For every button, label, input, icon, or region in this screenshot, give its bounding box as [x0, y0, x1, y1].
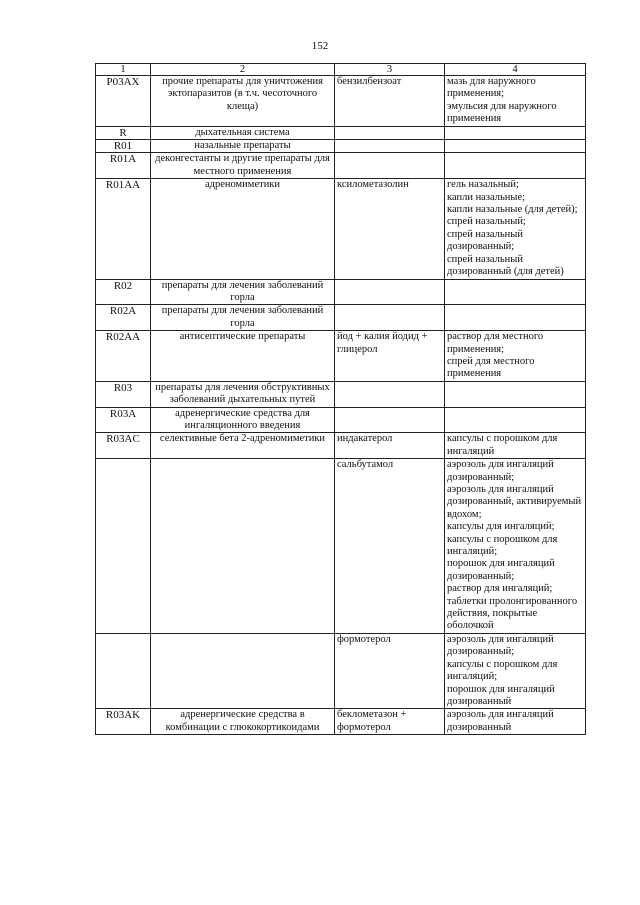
dosage-forms-cell — [445, 381, 586, 407]
table-row — [96, 381, 586, 407]
atc-code-cell: R03AK — [96, 709, 151, 735]
group-name-cell: препараты для лечения заболеваний горла — [151, 279, 335, 305]
group-name-cell: антисептические препараты — [151, 331, 335, 382]
table-row — [96, 709, 586, 735]
dosage-form-item: капсулы с порошком для ингаляций — [447, 433, 558, 457]
atc-code-cell: R01 — [96, 140, 151, 153]
dosage-form-item: аэрозоль для ингаляций дозированный — [447, 709, 554, 733]
drug-name-cell — [335, 381, 445, 407]
drug-name-cell — [335, 140, 445, 153]
table-row — [96, 126, 586, 139]
dosage-form-item: порошок для ингаляций дозированный; — [447, 558, 555, 582]
dosage-form-item: таблетки пролонгированного действия, покрытые оболочкой — [447, 595, 578, 632]
drug-name-cell: беклометазон + формотерол — [335, 709, 445, 735]
dosage-forms-cell — [445, 633, 586, 708]
table-row — [96, 407, 586, 433]
dosage-forms-cell — [445, 126, 586, 139]
table-row — [96, 331, 586, 382]
atc-code-cell — [96, 459, 151, 634]
dosage-forms-cell — [445, 709, 586, 735]
group-name-cell: назальные препараты — [151, 140, 335, 153]
dosage-form-item: порошок для ингаляций дозированный — [447, 683, 555, 707]
dosage-forms-cell — [445, 179, 586, 279]
atc-code-cell: R03 — [96, 381, 151, 407]
group-name-cell: препараты для лечения заболеваний горла — [151, 305, 335, 331]
dosage-forms-cell — [445, 76, 586, 127]
dosage-forms-cell — [445, 407, 586, 433]
drug-table — [95, 63, 586, 735]
table-row — [96, 153, 586, 179]
table-row — [96, 433, 586, 459]
drug-name-cell: йод + калия йодид + глицерол — [335, 331, 445, 382]
table-row — [96, 633, 586, 708]
column-header-4: 4 — [445, 64, 586, 76]
dosage-forms-cell — [445, 153, 586, 179]
group-name-cell: адренергические средства в комбинации с глюкокортикоидами — [151, 709, 335, 735]
atc-code-cell: R02A — [96, 305, 151, 331]
group-name-cell: препараты для лечения обструктивных заболеваний дыхательных путей — [151, 381, 335, 407]
atc-code-cell: R01AA — [96, 179, 151, 279]
dosage-forms-cell — [445, 279, 586, 305]
dosage-form-item: спрей назальный дозированный; — [447, 228, 523, 253]
atc-code-cell: R03AC — [96, 433, 151, 459]
header-row — [96, 64, 586, 76]
dosage-forms-cell — [445, 140, 586, 153]
drug-name-cell: бензилбензоат — [335, 76, 445, 127]
group-name-cell: селективные бета 2-адреномиметики — [151, 433, 335, 459]
group-name-cell: адренергические средства для ингаляционного введения — [151, 407, 335, 433]
dosage-form-item: капсулы для ингаляций; — [447, 521, 555, 533]
atc-code-cell: P03AX — [96, 76, 151, 127]
drug-name-cell: ксилометазолин — [335, 179, 445, 279]
drug-name-cell: индакатерол — [335, 433, 445, 459]
drug-name-cell — [335, 153, 445, 179]
group-name-cell: деконгестанты и другие препараты для местного применения — [151, 153, 335, 179]
dosage-form-item: капсулы с порошком для ингаляций; — [447, 658, 558, 683]
table-row — [96, 305, 586, 331]
dosage-forms-cell — [445, 305, 586, 331]
dosage-forms-cell — [445, 331, 586, 382]
column-header-2: 2 — [151, 64, 335, 76]
drug-name-cell: формотерол — [335, 633, 445, 708]
dosage-form-item: спрей назальный дозированный (для детей) — [447, 253, 564, 278]
drug-name-cell — [335, 279, 445, 305]
table-row — [96, 140, 586, 153]
dosage-form-item: спрей назальный; — [447, 216, 526, 228]
dosage-form-item: эмульсия для наружного применения — [447, 100, 557, 125]
atc-code-cell: R03A — [96, 407, 151, 433]
group-name-cell: дыхательная система — [151, 126, 335, 139]
atc-code-cell — [96, 633, 151, 708]
dosage-form-item: аэрозоль для ингаляций дозированный, активируемый вдохом; — [447, 484, 582, 520]
page-number: 152 — [311, 40, 329, 52]
atc-code-cell: R02 — [96, 279, 151, 305]
table-row — [96, 279, 586, 305]
dosage-form-item: раствор для местного применения; — [447, 331, 544, 355]
dosage-form-item: гель назальный; — [447, 179, 519, 191]
dosage-form-item: аэрозоль для ингаляций дозированный; — [447, 633, 554, 658]
drug-name-cell — [335, 305, 445, 331]
dosage-form-item: спрей для местного применения — [447, 355, 535, 380]
table-row — [96, 459, 586, 634]
dosage-form-item: капли назальные; — [447, 191, 526, 203]
dosage-form-item: капли назальные (для детей); — [447, 204, 578, 216]
dosage-form-item: капсулы с порошком для ингаляций; — [447, 533, 558, 558]
drug-name-cell — [335, 407, 445, 433]
dosage-form-item: мазь для наружного применения; — [447, 76, 536, 100]
dosage-form-item: раствор для ингаляций; — [447, 583, 553, 595]
table-row — [96, 179, 586, 279]
dosage-forms-cell — [445, 433, 586, 459]
table-row — [96, 76, 586, 127]
group-name-cell — [151, 459, 335, 634]
dosage-forms-cell — [445, 459, 586, 634]
group-name-cell: адреномиметики — [151, 179, 335, 279]
atc-code-cell: R — [96, 126, 151, 139]
drug-name-cell: сальбутамол — [335, 459, 445, 634]
dosage-form-item: аэрозоль для ингаляций дозированный; — [447, 459, 554, 483]
group-name-cell: прочие препараты для уничтожения эктопаразитов (в т.ч. чесоточного клеща) — [151, 76, 335, 127]
group-name-cell — [151, 633, 335, 708]
atc-code-cell: R02AA — [96, 331, 151, 382]
atc-code-cell: R01A — [96, 153, 151, 179]
drug-name-cell — [335, 126, 445, 139]
column-header-3: 3 — [335, 64, 445, 76]
column-header-1: 1 — [96, 64, 151, 76]
